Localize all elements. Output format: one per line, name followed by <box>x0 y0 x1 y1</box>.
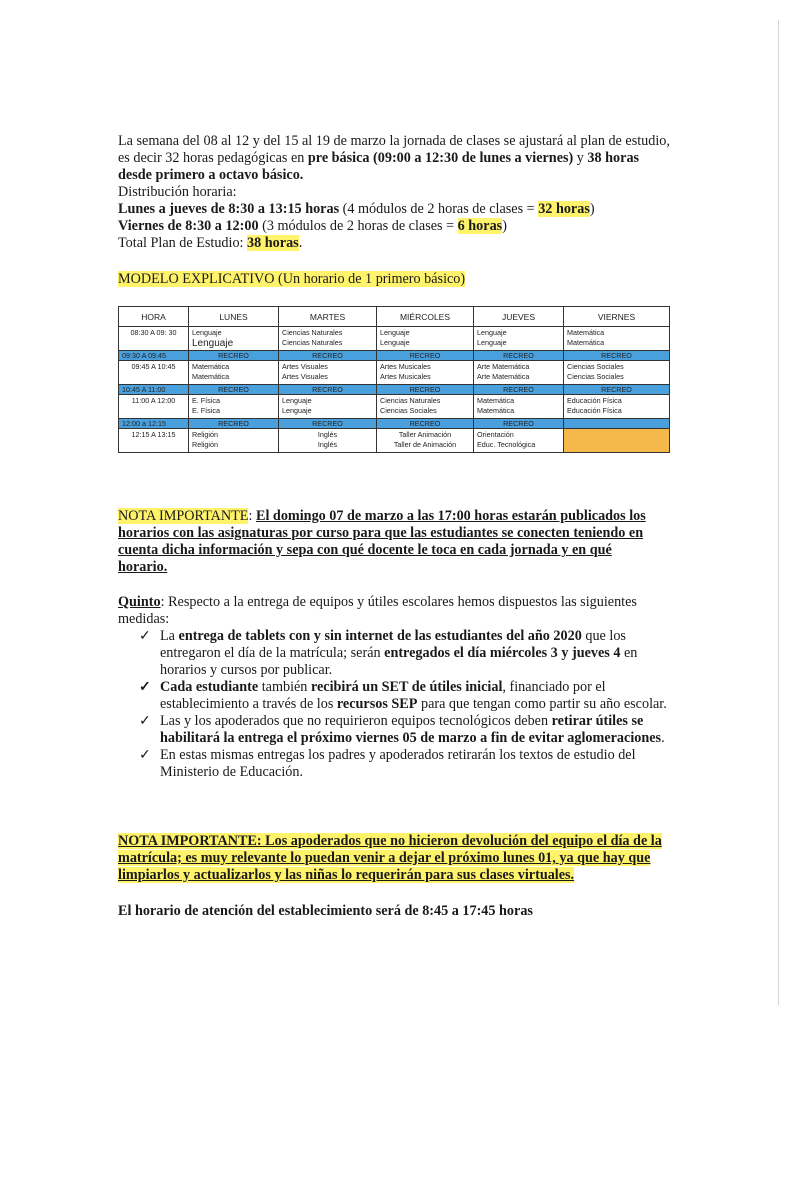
line2-total: 6 horas <box>457 218 503 234</box>
class-cell <box>189 327 279 351</box>
subject: Ciencias Naturales <box>282 338 343 347</box>
class-cell <box>189 395 279 419</box>
item-text: Las y los apoderados que no requirieron equipos tecnológicos deben <box>160 713 552 729</box>
subject: Artes Visuales <box>282 362 328 371</box>
subject: Matemática <box>192 362 230 371</box>
recess-cell: RECREO <box>564 385 670 395</box>
quinto-text: : Respecto a la entrega de equipos y útiles escolares hemos dispuestos las siguientes medidas: <box>118 594 637 627</box>
item-bold: recursos SEP <box>336 696 418 712</box>
recess-cell: RECREO <box>279 385 377 395</box>
class-cell <box>474 361 564 385</box>
line1-days: Lunes a jueves de 8:30 a 13:15 horas <box>118 201 340 217</box>
recess-cell: RECREO <box>474 351 564 361</box>
intro-section <box>118 133 673 252</box>
item-text: , financiado por el establecimiento a través de los <box>160 679 606 712</box>
item-text: En estas mismas entregas los padres y apoderados retirarán los textos de estudio del Ministerio de Educación. <box>160 747 636 780</box>
measures-list <box>118 628 668 781</box>
header-viernes: VIERNES <box>564 307 670 327</box>
subject: Educación Física <box>567 396 622 405</box>
check-icon: ✓ <box>139 713 151 729</box>
line2-modules: (3 módulos de 2 horas de clases = <box>258 218 458 234</box>
class-cell <box>189 429 279 453</box>
header-hora: HORA <box>119 307 189 327</box>
item-text: para que tengan como partir su año escolar. <box>417 696 667 712</box>
check-icon: ✓ <box>139 747 151 763</box>
recess-cell: RECREO <box>377 351 474 361</box>
line1-modules: (4 módulos de 2 horas de clases = <box>339 201 539 217</box>
nota2-text: NOTA IMPORTANTE: Los apoderados que no hicieron devolución del equipo el día de la matrícula; es muy relevante lo puedan venir a dejar el próximo lunes 01, ya que hay que limpiarlos y actualizarlos y las niñas lo requerirán para sus clases virtuales. <box>118 833 662 883</box>
schedule-header-row <box>119 307 670 327</box>
total-label: Total Plan de Estudio: <box>118 235 248 251</box>
horario-atencion: El horario de atención del establecimiento será de 8:45 a 17:45 horas <box>118 903 533 919</box>
distribution-line-2 <box>118 218 673 235</box>
header-miercoles: MIÉRCOLES <box>377 307 474 327</box>
nota1-label: NOTA IMPORTANTE <box>118 508 249 524</box>
subject: Lenguaje <box>380 328 410 337</box>
subject: Ciencias Sociales <box>380 406 437 415</box>
subject: Ciencias Sociales <box>567 362 624 371</box>
schedule-row <box>119 327 670 351</box>
hour-cell: 09:45 A 10:45 <box>119 361 189 385</box>
prebasica-hours: pre básica (09:00 a 12:30 de lunes a viernes) <box>307 150 574 166</box>
subject: Matemática <box>567 338 605 347</box>
subject: Ciencias Sociales <box>567 372 624 381</box>
list-item <box>118 679 668 713</box>
class-cell <box>279 395 377 419</box>
subject: Lenguaje <box>477 338 507 347</box>
recess-cell: RECREO <box>474 419 564 429</box>
class-cell <box>279 429 377 453</box>
recess-cell: RECREO <box>189 419 279 429</box>
subject: Lenguaje <box>380 338 410 347</box>
item-text: La <box>160 628 179 644</box>
empty-cell-orange <box>564 429 670 453</box>
nota1-text: El domingo 07 de marzo a las 17:00 horas estarán publicados los horarios con las asignaturas por curso para que las estudiantes se conecten teniendo en cuenta dicha información y sepa con qué docente le toca en cada jornada y en qué horario. <box>118 508 646 575</box>
distribution-line-1 <box>118 201 673 218</box>
recess-cell: RECREO <box>279 419 377 429</box>
recess-cell: RECREO <box>377 385 474 395</box>
intro-text-and: y <box>573 150 588 166</box>
class-cell <box>279 327 377 351</box>
class-cell <box>474 327 564 351</box>
subject: Taller Animación <box>398 430 452 439</box>
subject: Lenguaje <box>282 406 312 415</box>
subject: E. Física <box>192 396 220 405</box>
quinto-intro <box>118 594 668 628</box>
schedule-row <box>119 395 670 419</box>
subject: E. Física <box>192 406 220 415</box>
item-text: en horarios y cursos por publicar. <box>160 645 638 678</box>
subject: Matemática <box>477 396 515 405</box>
intro-paragraph <box>118 133 673 184</box>
header-jueves: JUEVES <box>474 307 564 327</box>
item-bold: entrega de tablets con y sin internet de las estudiantes del año 2020 <box>178 628 582 644</box>
page-edge-line <box>778 20 779 1005</box>
recess-cell: RECREO <box>564 351 670 361</box>
empty-cell-orange <box>564 419 670 429</box>
item-text: . <box>661 730 665 746</box>
class-cell <box>474 395 564 419</box>
subject: Lenguaje <box>192 328 222 337</box>
recess-cell: RECREO <box>474 385 564 395</box>
hour-cell: 12:15 A 13:15 <box>119 429 189 453</box>
nota-importante-2 <box>118 833 670 884</box>
hour-cell: 12:00 a 12:15 <box>119 419 189 429</box>
item-bold: entregados el día miércoles 3 y jueves 4 <box>384 645 621 661</box>
total-value: 38 horas <box>247 235 299 251</box>
subject: Matemática <box>477 406 515 415</box>
subject: Orientación <box>477 430 514 439</box>
class-cell <box>564 395 670 419</box>
subject: Matemática <box>567 328 605 337</box>
modelo-title-text: MODELO EXPLICATIVO (Un horario de 1 primero básico) <box>118 271 466 287</box>
class-cell <box>189 361 279 385</box>
nota1-colon: : <box>248 508 256 524</box>
header-lunes: LUNES <box>189 307 279 327</box>
item-bold: recibirá un SET de útiles inicial <box>310 679 503 695</box>
subject: Inglés <box>317 440 338 449</box>
hour-cell: 09:30 A 09:45 <box>119 351 189 361</box>
subject: Religión <box>192 440 218 449</box>
list-item <box>118 747 668 781</box>
recess-row <box>119 419 670 429</box>
subject: Lenguaje <box>192 338 234 349</box>
quinto-label: Quinto <box>118 594 161 610</box>
basica-hours: 38 horas desde primero a octavo básico. <box>118 150 640 183</box>
intro-text: La semana del 08 al 12 y del 15 al 19 de marzo la jornada de clases se ajustará al plan de estudio, es decir 32 horas pedagógicas en <box>118 133 670 166</box>
class-cell <box>377 327 474 351</box>
class-cell <box>377 361 474 385</box>
schedule-row <box>119 361 670 385</box>
class-cell <box>564 361 670 385</box>
class-cell <box>377 395 474 419</box>
item-text: también <box>258 679 311 695</box>
list-item <box>118 713 668 747</box>
subject: Religión <box>192 430 218 439</box>
modelo-title <box>118 271 673 288</box>
quinto-section <box>118 594 668 781</box>
recess-cell: RECREO <box>377 419 474 429</box>
header-martes: MARTES <box>279 307 377 327</box>
schedule-table <box>118 306 670 453</box>
schedule-row <box>119 429 670 453</box>
check-icon: ✓ <box>139 628 151 644</box>
recess-cell: RECREO <box>279 351 377 361</box>
class-cell <box>279 361 377 385</box>
class-cell <box>474 429 564 453</box>
check-icon: ✓ <box>139 679 151 695</box>
subject: Artes Musicales <box>380 372 431 381</box>
hour-cell: 08:30 A 09: 30 <box>119 327 189 351</box>
class-cell <box>377 429 474 453</box>
distribution-label: Distribución horaria: <box>118 184 237 200</box>
subject: Artes Visuales <box>282 372 328 381</box>
subject: Arte Matemática <box>477 372 530 381</box>
hour-cell: 11:00 A 12:00 <box>119 395 189 419</box>
subject: Educ. Tecnológica <box>477 440 536 449</box>
recess-row <box>119 385 670 395</box>
line1-close: ) <box>589 201 595 217</box>
subject: Lenguaje <box>282 396 312 405</box>
line2-close: ) <box>502 218 507 234</box>
item-bold: Cada estudiante <box>160 679 259 695</box>
subject: Ciencias Naturales <box>282 328 343 337</box>
total-period: . <box>298 235 303 251</box>
recess-row <box>119 351 670 361</box>
recess-cell: RECREO <box>189 351 279 361</box>
item-text: que los entregaron el día de la matrícula; serán <box>160 628 626 661</box>
line1-total: 32 horas <box>538 201 590 217</box>
subject: Taller de Animación <box>393 440 457 449</box>
subject: Artes Musicales <box>380 362 431 371</box>
subject: Ciencias Naturales <box>380 396 441 405</box>
subject: Arte Matemática <box>477 362 530 371</box>
subject: Matemática <box>192 372 230 381</box>
recess-cell: RECREO <box>189 385 279 395</box>
line2-days: Viernes de 8:30 a 12:00 <box>118 218 259 234</box>
class-cell <box>564 327 670 351</box>
subject: Lenguaje <box>477 328 507 337</box>
item-bold: retirar útiles se habilitará la entrega el próximo viernes 05 de marzo a fin de evitar aglomeraciones <box>160 713 662 746</box>
nota-importante-1 <box>118 508 663 576</box>
subject: Educación Física <box>567 406 622 415</box>
total-plan <box>118 235 673 252</box>
hour-cell: 10:45 A 11:00 <box>119 385 189 395</box>
subject: Inglés <box>317 430 338 439</box>
list-item <box>118 628 668 679</box>
